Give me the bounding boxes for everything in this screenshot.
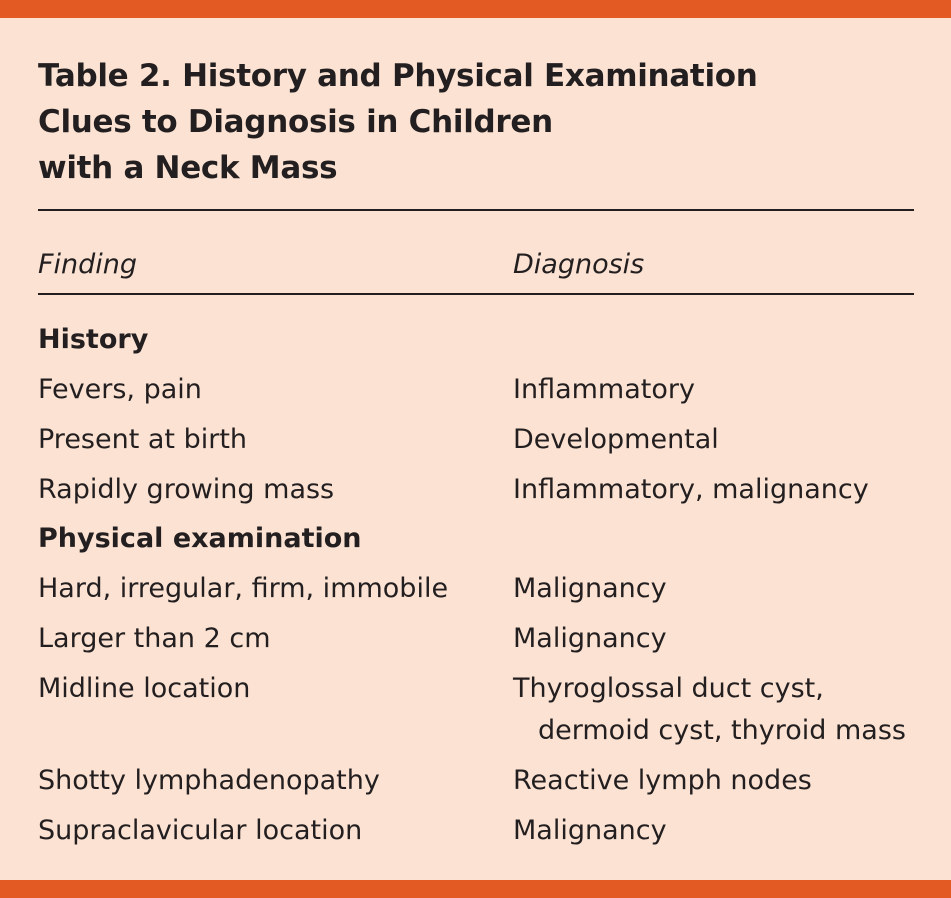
table-row-finding: Larger than 2 cm <box>38 623 271 654</box>
table-row-finding: Present at birth <box>38 424 248 455</box>
section-heading-history: History <box>38 324 149 355</box>
table-row-diagnosis: Inflammatory <box>513 374 695 405</box>
table-title <box>38 53 918 191</box>
table-row-diagnosis-continued: dermoid cyst, thyroid mass <box>538 715 906 746</box>
table-row-diagnosis: Developmental <box>513 424 719 455</box>
table-row-finding: Rapidly growing mass <box>38 474 335 505</box>
table-row-finding: Supraclavicular location <box>38 815 363 846</box>
table-row-diagnosis: Malignancy <box>513 815 667 846</box>
table-row-finding: Fevers, pain <box>38 374 202 405</box>
table-row-diagnosis: Malignancy <box>513 623 667 654</box>
top-accent-bar <box>0 0 951 18</box>
bottom-accent-bar <box>0 880 951 898</box>
table-row-finding: Midline location <box>38 673 251 704</box>
table-title-line: with a Neck Mass <box>38 150 338 186</box>
table-row-diagnosis: Malignancy <box>513 573 667 604</box>
column-header-diagnosis: Diagnosis <box>513 249 645 280</box>
table-row-finding: Shotty lymphadenopathy <box>38 765 380 796</box>
section-heading-physical-examination: Physical examination <box>38 523 362 554</box>
header-rule <box>38 293 914 295</box>
table-row-diagnosis: Reactive lymph nodes <box>513 765 812 796</box>
table-row-finding: Hard, irregular, firm, immobile <box>38 573 449 604</box>
table-row-diagnosis: Inflammatory, malignancy <box>513 474 869 505</box>
title-rule <box>38 209 914 211</box>
table-row-diagnosis: Thyroglossal duct cyst, <box>513 673 824 704</box>
table-title-line: Table 2. History and Physical Examination <box>38 58 758 94</box>
column-header-finding: Finding <box>38 249 138 280</box>
table-title-line: Clues to Diagnosis in Children <box>38 104 553 140</box>
